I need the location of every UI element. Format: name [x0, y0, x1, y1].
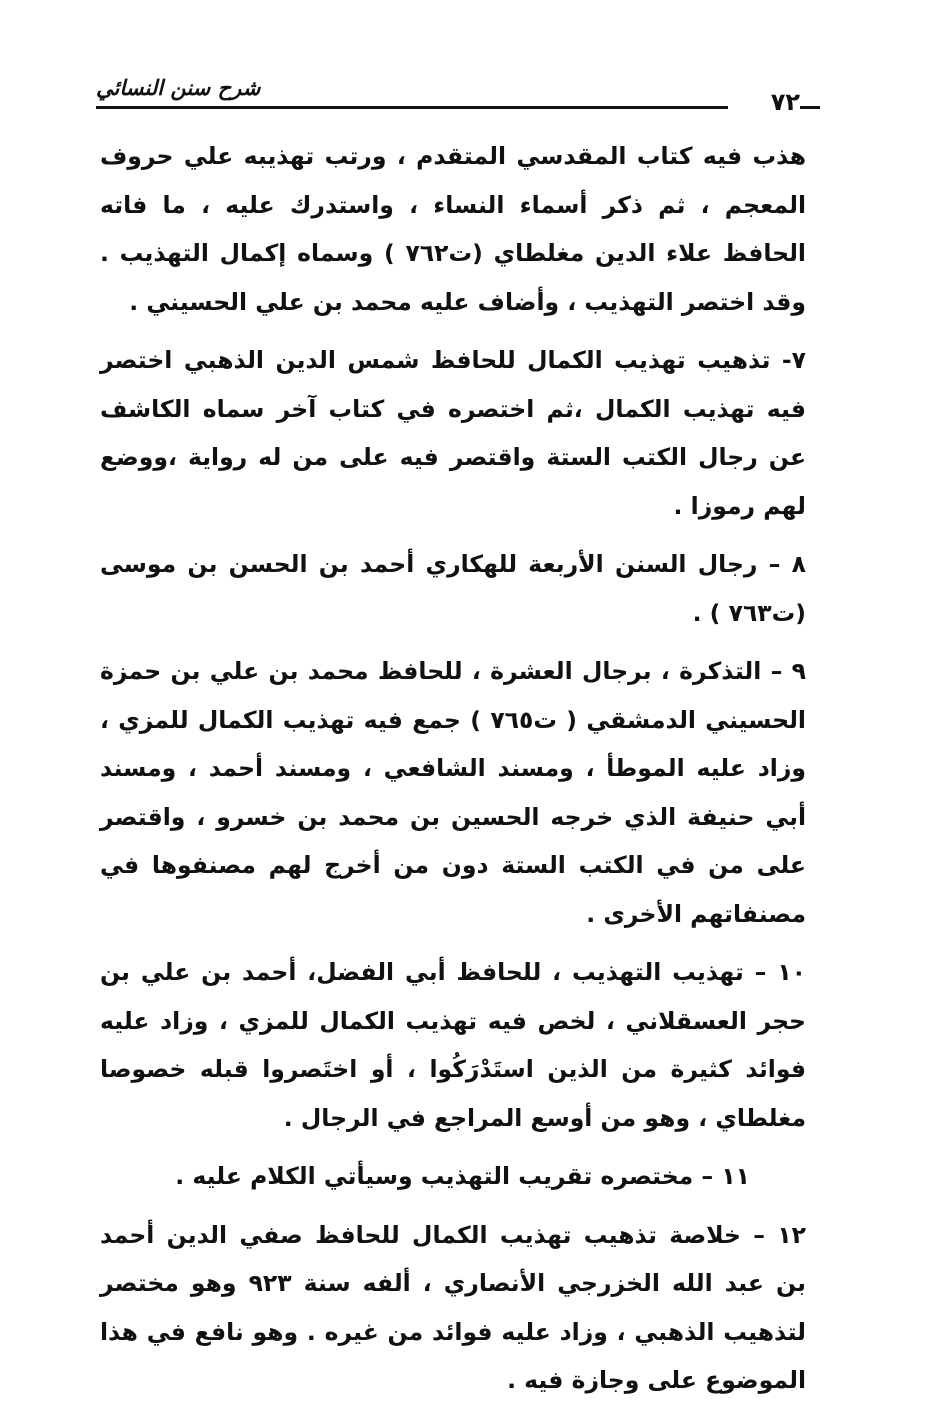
paragraph-item-10: ١٠ – تهذيب التهذيب ، للحافظ أبي الفضل، أحمد بن علي بن حجر العسقلاني ، لخص فيه تهذيب الكمال للمزي ، وزاد عليه فوائد كثيرة من الذين استَدْرَكُوا ، أو اختَصروا قبله خصوصا مغلطاي ، وهو من أوسع المراجع في الرجال . [100, 958, 806, 1132]
page-number: ٧٢ [770, 88, 800, 116]
paragraph-item-7: ٧- تذهيب تهذيب الكمال للحافظ شمس الدين الذهبي اختصر فيه تهذيب الكمال ،ثم اختصره في كتاب آخر سماه الكاشف عن رجال الكتب الستة واقتصر فيه على من له رواية ،ووضع لهم رموزا . [100, 346, 806, 520]
header-rule [96, 106, 728, 109]
body-text [100, 132, 806, 1415]
paragraph-continuation: هذب فيه كتاب المقدسي المتقدم ، ورتب تهذيبه علي حروف المعجم ، ثم ذكر أسماء النساء ، واستدرك عليه ، ما فاته الحافظ علاء الدين مغلطاي (ت٧٦٢ ) وسماه إكمال التهذيب . وقد اختصر التهذيب ، وأضاف عليه محمد بن علي الحسيني . [100, 142, 806, 316]
running-header [96, 72, 816, 116]
paragraph-item-9: ٩ – التذكرة ، برجال العشرة ، للحافظ محمد بن علي بن حمزة الحسيني الدمشقي ( ت٧٦٥ ) جمع فيه تهذيب الكمال للمزي ، وزاد عليه الموطأ ، ومسند الشافعي ، ومسند أحمد ، ومسند أبي حنيفة الذي خرجه الحسين بن محمد بن خسرو ، واقتصر على من في الكتب الستة دون من أخرج لهم مصنفوها في مصنفاتهم الأخرى . [100, 657, 806, 928]
paragraph-item-8: ٨ – رجال السنن الأربعة للهكاري أحمد بن الحسن بن موسى (ت٧٦٣ ) . [100, 550, 806, 627]
header-title: شرح سنن النسائي [96, 76, 261, 100]
header-rule-tail [800, 106, 820, 109]
paragraph-item-11: ١١ – مختصره تقريب التهذيب وسيأتي الكلام عليه . [175, 1162, 750, 1190]
paragraph-item-12: ١٢ – خلاصة تذهيب تهذيب الكمال للحافظ صفي الدين أحمد بن عبد الله الخزرجي الأنصاري ، ألفه سنة ٩٢٣ وهو مختصر لتذهيب الذهبي ، وزاد عليه فوائد من غيره . وهو نافع في هذا الموضوع على وجازة فيه . [100, 1220, 806, 1394]
